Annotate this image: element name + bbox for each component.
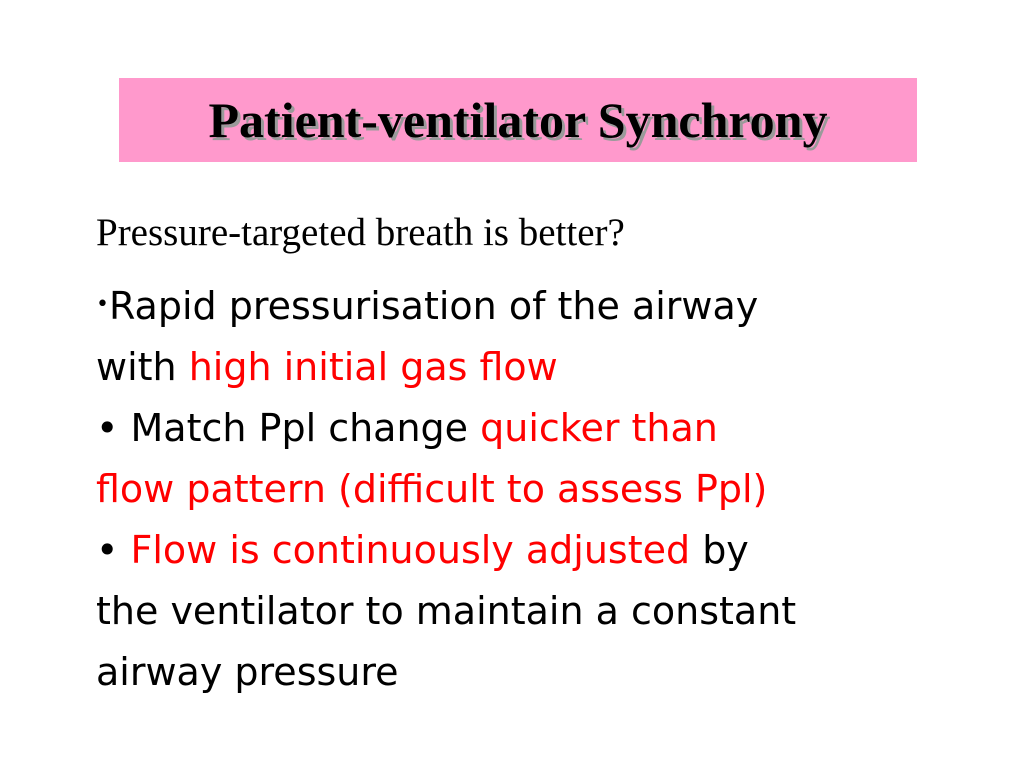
- bullet-2-prefix: Match Ppl change: [130, 406, 481, 450]
- bullet-1-prefix: with: [96, 345, 189, 389]
- bullet-3-line-2: the ventilator to maintain a constant: [96, 589, 797, 633]
- bullet-marker: •: [96, 292, 109, 317]
- bullet-2-line-2: flow pattern (difficult to assess Ppl): [96, 467, 768, 511]
- bullet-3-highlight: Flow is continuously adjusted: [130, 528, 691, 572]
- bullet-3-line-3: airway pressure: [96, 650, 399, 694]
- bullet-1-line-1: [96, 274, 996, 337]
- question-text: Pressure-targeted breath is better?: [96, 211, 625, 254]
- bullet-list: [96, 274, 996, 703]
- bullet-3-line-1: [96, 520, 996, 581]
- bullet-3-suffix: by: [690, 528, 749, 572]
- bullet-2-highlight: quicker than: [480, 406, 718, 450]
- bullet-1-highlight: high initial gas flow: [188, 345, 558, 389]
- title-banner: [119, 78, 917, 162]
- bullet-2-line-1: [96, 398, 996, 459]
- bullet-1-line-2: [96, 337, 996, 398]
- slide-title: Patient-ventilator Synchrony: [208, 92, 828, 148]
- bullet-marker: •: [96, 406, 131, 450]
- bullet-marker: •: [96, 528, 131, 572]
- bullet-1-text: Rapid pressurisation of the airway: [108, 284, 759, 328]
